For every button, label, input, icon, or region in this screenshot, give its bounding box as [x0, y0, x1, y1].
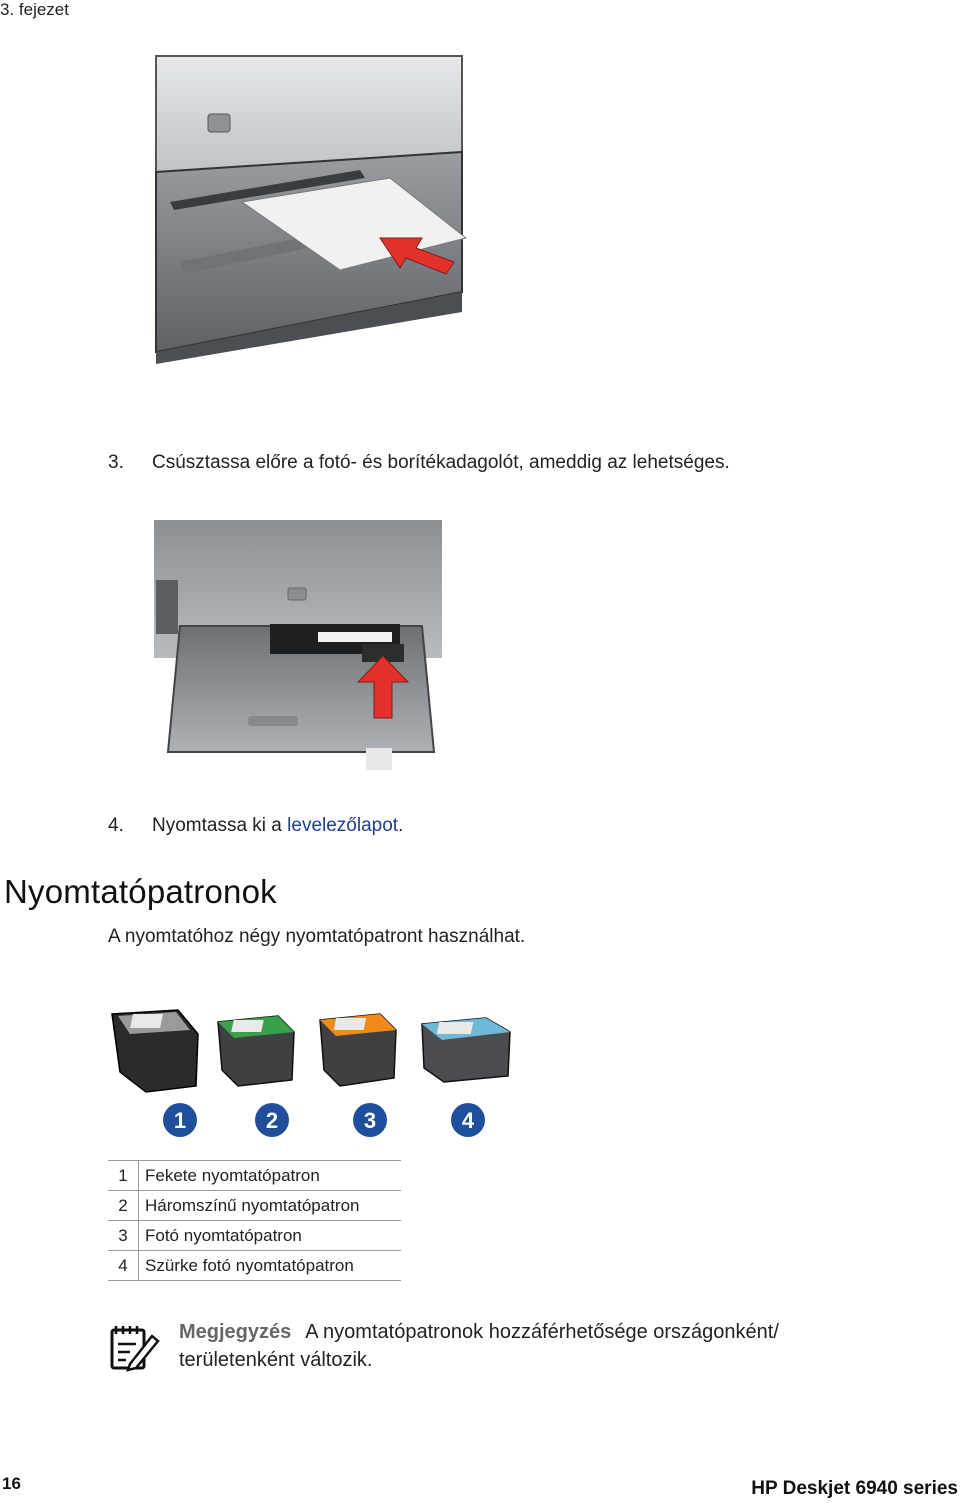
- note-block: [179, 1318, 899, 1374]
- cartridge-1-black: [112, 1010, 198, 1092]
- step-number: 4.: [108, 815, 124, 836]
- table-row: [108, 1191, 401, 1221]
- legend-number: 4: [108, 1251, 139, 1281]
- badge-1-label: 1: [173, 1108, 187, 1133]
- cartridge-2-tricolor: [218, 1016, 294, 1086]
- badge-2-label: 2: [265, 1108, 279, 1133]
- table-row: [108, 1251, 401, 1281]
- step-4: [108, 815, 403, 837]
- note-text: A nyomtatópatronok hozzáférhetősége országonként/ területenként változik.: [179, 1321, 779, 1371]
- section-title: Nyomtatópatronok: [4, 873, 277, 910]
- legend-number: 3: [108, 1221, 139, 1251]
- page-number: 16: [2, 1474, 21, 1493]
- footer-product-title: HP Deskjet 6940 series: [751, 1478, 958, 1499]
- cartridge-legend-table: [108, 1160, 401, 1281]
- section-intro: A nyomtatóhoz négy nyomtatópatront használhat.: [108, 926, 526, 947]
- step-text: Csúsztassa előre a fotó- és borítékadagolót, ameddig az lehetséges.: [152, 452, 730, 473]
- legend-number: 2: [108, 1191, 139, 1221]
- legend-label: Háromszínű nyomtatópatron: [139, 1191, 402, 1221]
- cartridge-3-photo: [320, 1014, 396, 1086]
- step-3: [108, 452, 730, 474]
- table-row: [108, 1161, 401, 1191]
- badges: [163, 1103, 485, 1137]
- badge-3-label: 3: [363, 1108, 377, 1133]
- legend-number: 1: [108, 1161, 139, 1191]
- step-text: Nyomtassa ki a: [152, 815, 288, 836]
- badge-4-label: 4: [461, 1108, 475, 1133]
- cartridge-4-gray-photo: [422, 1018, 510, 1082]
- note-label: Megjegyzés: [179, 1321, 292, 1343]
- cartridges-illustration: [106, 1000, 520, 1144]
- step-text-end: .: [398, 815, 404, 836]
- table-row: [108, 1221, 401, 1251]
- postcard-link[interactable]: levelezőlapot: [287, 815, 399, 836]
- legend-label: Szürke fotó nyomtatópatron: [139, 1251, 402, 1281]
- legend-label: Fekete nyomtatópatron: [139, 1161, 402, 1191]
- printer-envelope-feeder-illustration: [150, 52, 472, 366]
- chapter-header: 3. fejezet: [0, 0, 69, 19]
- printer-photo-tray-illustration: [152, 518, 444, 772]
- step-number: 3.: [108, 452, 124, 473]
- legend-label: Fotó nyomtatópatron: [139, 1221, 402, 1251]
- note-pencil-icon: [108, 1322, 160, 1372]
